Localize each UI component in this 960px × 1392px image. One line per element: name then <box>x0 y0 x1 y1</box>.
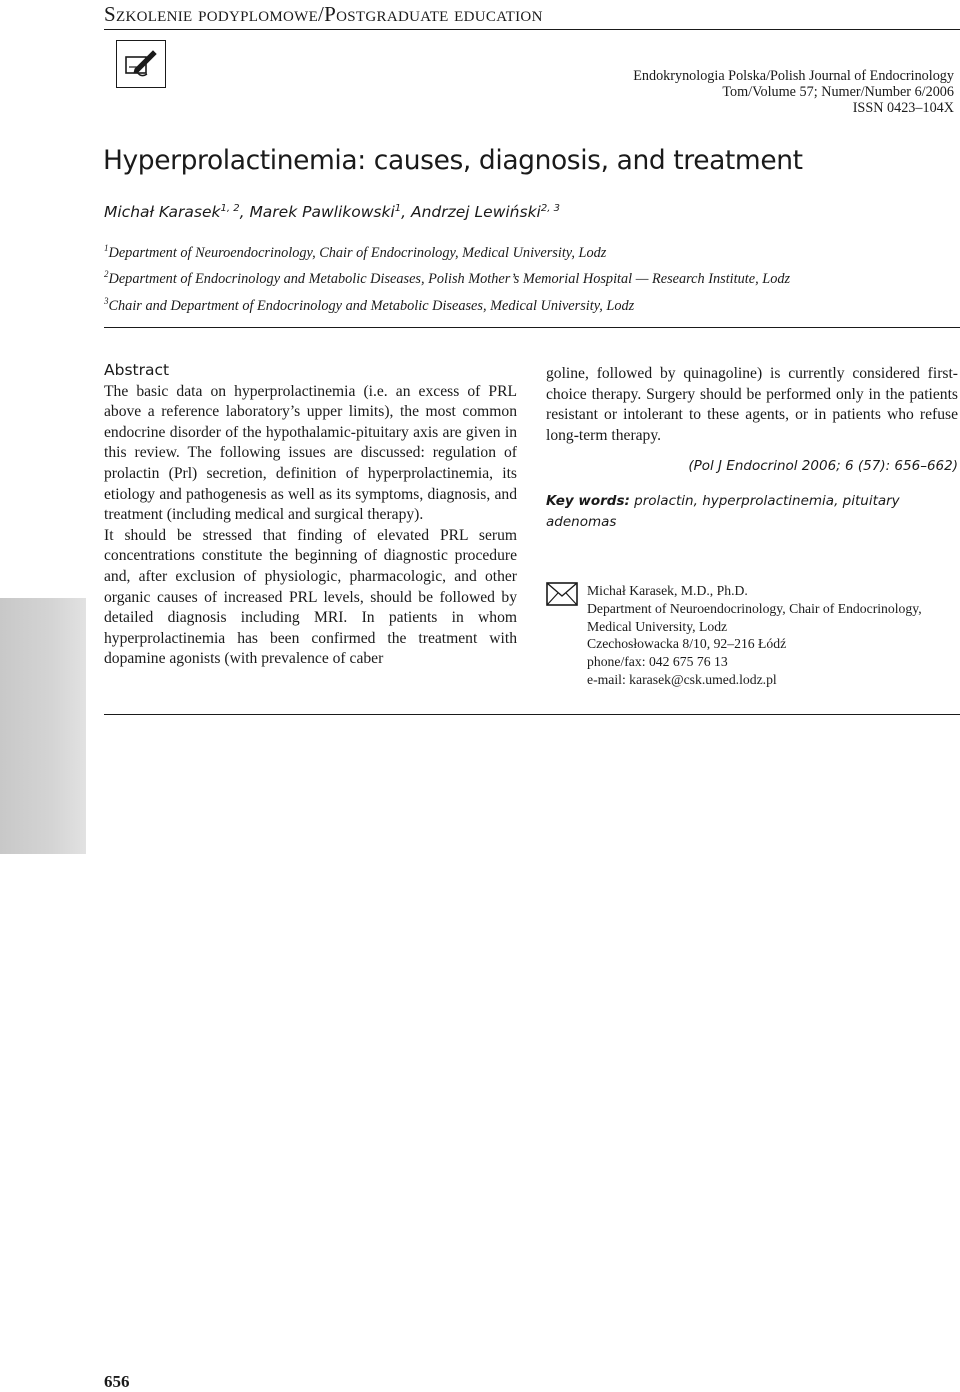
affiliation-number: 1 <box>104 243 109 253</box>
section-title: Szkolenie podyplomowe/Postgraduate education <box>104 2 960 30</box>
author-separator: , <box>401 203 411 222</box>
affiliation-item <box>104 291 790 317</box>
author-name: Michał Karasek <box>104 203 221 222</box>
page-number: 656 <box>104 1372 130 1391</box>
contact-phone: phone/fax: 042 675 76 13 <box>587 654 728 670</box>
contact-department: Department of Neuroendocrinology, Chair of Endocrinology, <box>587 600 922 616</box>
author-affiliation-ref: 1 <box>394 203 402 214</box>
divider-top <box>104 327 960 328</box>
keywords <box>546 491 958 532</box>
article-title: Hyperprolactinemia: causes, diagnosis, and treatment <box>103 145 803 176</box>
journal-volume: Tom/Volume 57; Numer/Number 6/2006 <box>722 84 954 100</box>
abstract-paragraph: The basic data on hyperprolactinemia (i.e. an excess of PRL above a reference laboratory’s upper limits), the most common endocrine disorder of the hypothalamic-pituitary axis are given in this review. The following issues are discussed: regulation of prolactin (Prl) secretion, definition of hyperprolactinemia, its etiology and pathogenesis as well as its symptoms, diagnosis, and treatment (including medical and surgical therapy). <box>104 382 517 524</box>
author-name: Andrzej Lewiński <box>410 203 541 222</box>
pen-writing-icon <box>116 40 166 88</box>
abstract-right-column <box>546 364 958 532</box>
side-tab <box>0 598 86 854</box>
abstract-left-column <box>104 360 517 670</box>
affiliation-item <box>104 264 790 290</box>
author-separator: , <box>239 203 250 222</box>
keywords-text: prolactin, hyperprolactinemia, pituitary adenomas <box>546 492 900 530</box>
author-affiliation-ref: 1, 2 <box>220 203 240 214</box>
envelope-icon <box>546 582 578 611</box>
abstract-continuation: goline, followed by quinagoline) is currently considered first-choice therapy. Surgery should be performed only in the patients resistant or intolerant to these agents, or in patients who refuse long-term therapy. <box>546 365 958 444</box>
affiliation-text: Department of Neuroendocrinology, Chair of Endocrinology, Medical University, Lodz <box>108 244 607 261</box>
divider-bottom <box>104 714 960 715</box>
contact-address: Czechosłowacka 8/10, 92–216 Łódź <box>587 636 787 652</box>
journal-name: Endokrynologia Polska/Polish Journal of Endocrinology <box>633 68 954 84</box>
contact-institution: Medical University, Lodz <box>587 618 728 634</box>
citation: (Pol J Endocrinol 2006; 6 (57): 656–662) <box>688 458 958 475</box>
keywords-label: Key words: <box>546 492 630 509</box>
author-affiliation-ref: 2, 3 <box>540 203 560 214</box>
affiliation-number: 2 <box>104 269 109 280</box>
affiliation-text: Chair and Department of Endocrinology and Metabolic Diseases, Medical University, Lodz <box>108 297 635 314</box>
contact-email: e-mail: karasek@csk.umed.lodz.pl <box>587 671 777 687</box>
author-list <box>104 203 560 221</box>
author-name: Marek Pawlikowski <box>249 203 395 222</box>
affiliation-item <box>104 238 790 264</box>
abstract-paragraph: It should be stressed that finding of elevated PRL serum concentrations constitute the beginning of diagnostic procedure and, after exclusion of physiologic, pharmacologic, and other organic causes of increased PRL levels, should be followed by detailed diagnosis including MRI. In patients in whom hyperprolactinemia has been confirmed the treatment with dopamine agonists (with prevalence of caber <box>104 526 517 668</box>
abstract-heading: Abstract <box>104 361 170 379</box>
affiliation-text: Department of Endocrinology and Metabolic Diseases, Polish Mother’s Memorial Hospital — Research Institute, Lodz <box>108 271 791 288</box>
journal-issn: ISSN 0423–104X <box>852 100 954 116</box>
contact-name: Michał Karasek, M.D., Ph.D. <box>587 583 748 598</box>
journal-info <box>633 68 954 116</box>
affiliation-number: 3 <box>104 295 109 306</box>
contact-details <box>587 582 922 689</box>
affiliations <box>104 238 790 317</box>
